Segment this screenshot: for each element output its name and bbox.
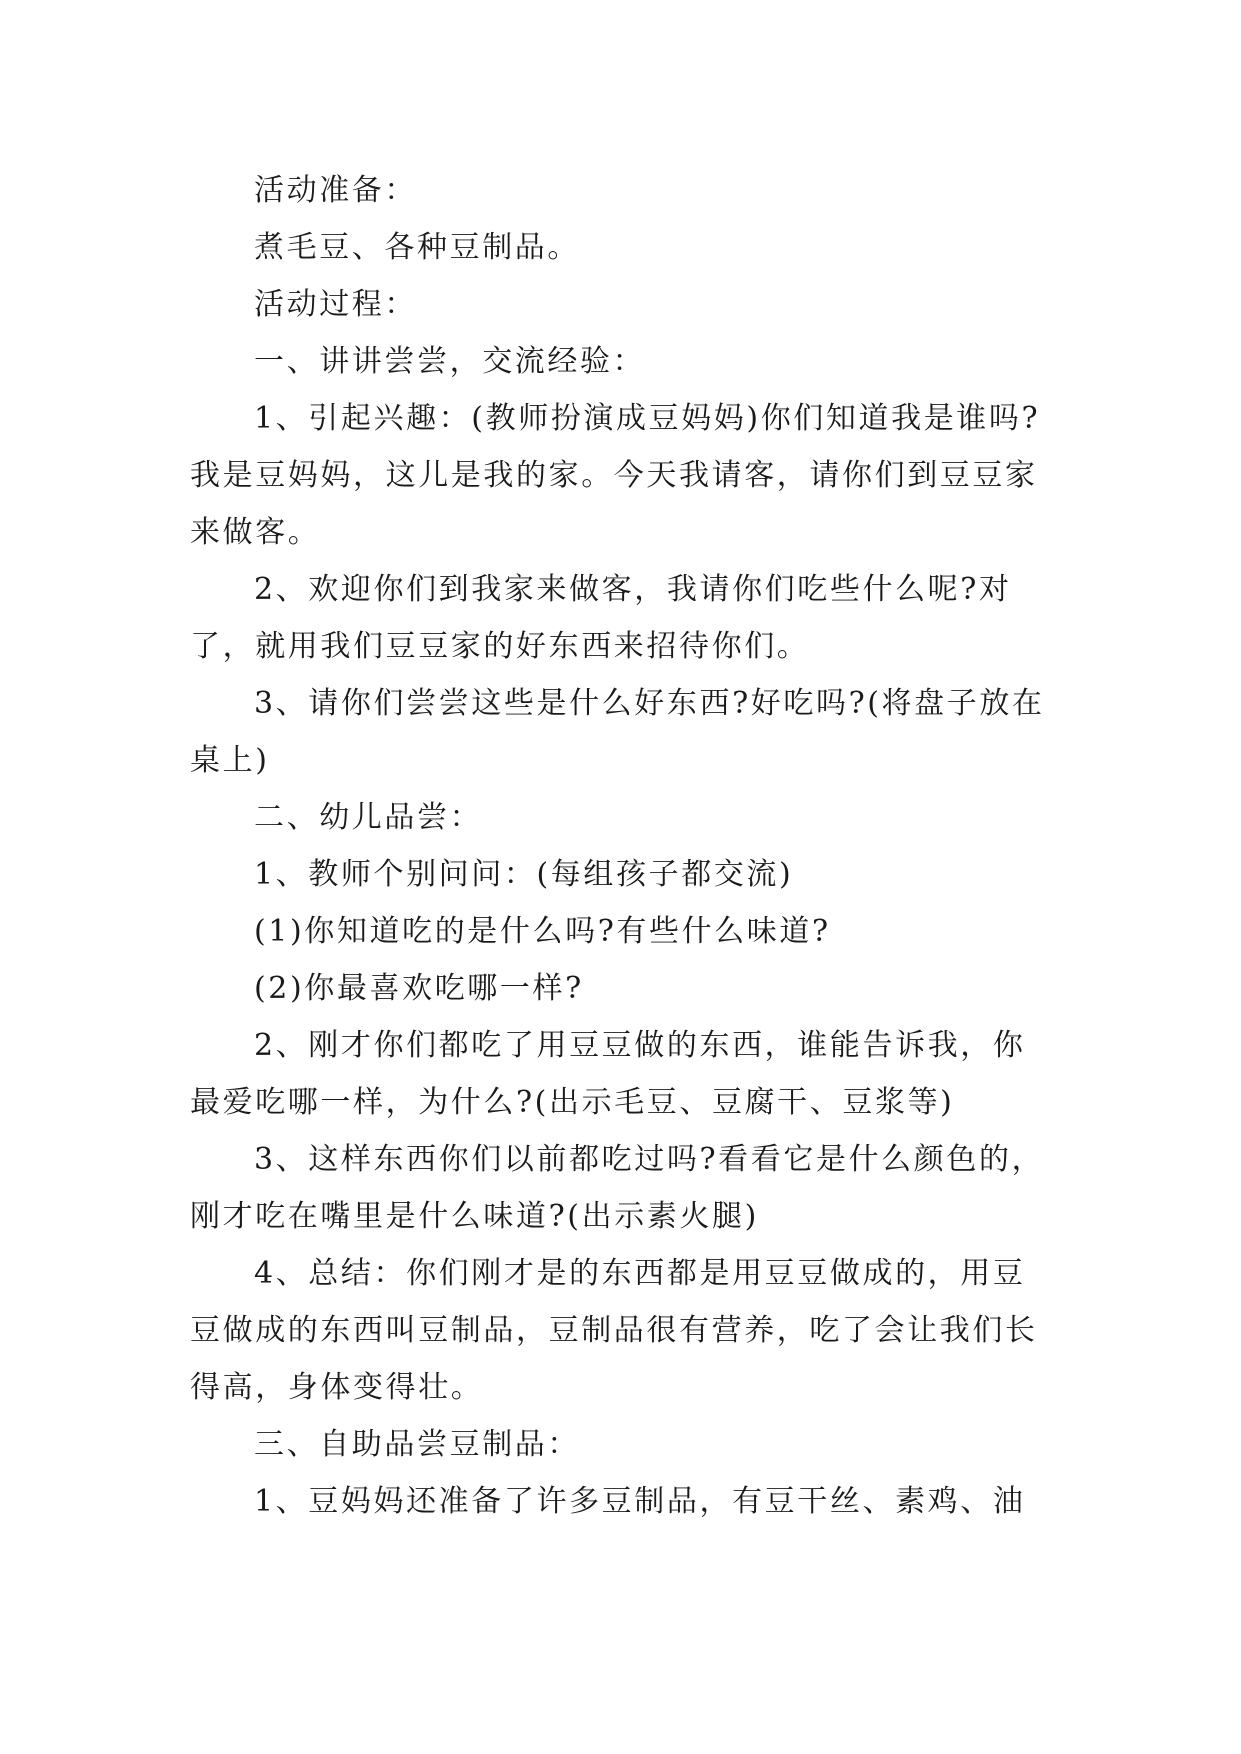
paragraph-section-one-step-2: 2、欢迎你们到我家来做客，我请你们吃些什么呢?对了，就用我们豆豆家的好东西来招待你们。: [190, 572, 1012, 664]
paragraph-section-three-step-1: 1、豆妈妈还准备了许多豆制品，有豆干丝、素鸡、油: [254, 1484, 1026, 1519]
paragraph-section-one-heading: 一、讲讲尝尝，交流经验：: [254, 344, 646, 379]
paragraph-section-three-heading: 三、自助品尝豆制品：: [254, 1427, 580, 1462]
paragraph-question-1: (1)你知道吃的是什么吗?有些什么味道?: [254, 914, 831, 949]
paragraph-question-2: (2)你最喜欢吃哪一样?: [254, 971, 584, 1006]
paragraph-section-one-step-3: 3、请你们尝尝这些是什么好东西?好吃吗?(将盘子放在桌上): [190, 686, 1045, 778]
document-body: [190, 162, 1050, 1530]
paragraph-section-two-summary: 4、总结：你们刚才是的东西都是用豆豆做成的，用豆豆做成的东西叫豆制品，豆制品很有营养，吃了会让我们长得高，身体变得壮。: [190, 1256, 1038, 1405]
paragraph-prep-heading: 活动准备：: [254, 173, 417, 208]
paragraph-prep-items: 煮毛豆、各种豆制品。: [254, 230, 580, 265]
paragraph-section-one-step-1: 1、引起兴趣：(教师扮演成豆妈妈)你们知道我是谁吗?我是豆妈妈，这儿是我的家。今天我请客，请你们到豆豆家来做客。: [190, 401, 1041, 550]
paragraph-section-two-step-3: 3、这样东西你们以前都吃过吗?看看它是什么颜色的，刚才吃在嘴里是什么味道?(出示素火腿): [190, 1142, 1045, 1234]
paragraph-section-two-step-1: 1、教师个别问问：(每组孩子都交流): [254, 857, 794, 892]
paragraph-section-two-heading: 二、幼儿品尝：: [254, 800, 483, 835]
paragraph-section-two-step-2: 2、刚才你们都吃了用豆豆做的东西，谁能告诉我，你最爱吃哪一样，为什么?(出示毛豆、豆腐干、豆浆等): [190, 1028, 1026, 1120]
paragraph-process-heading: 活动过程：: [254, 287, 417, 322]
